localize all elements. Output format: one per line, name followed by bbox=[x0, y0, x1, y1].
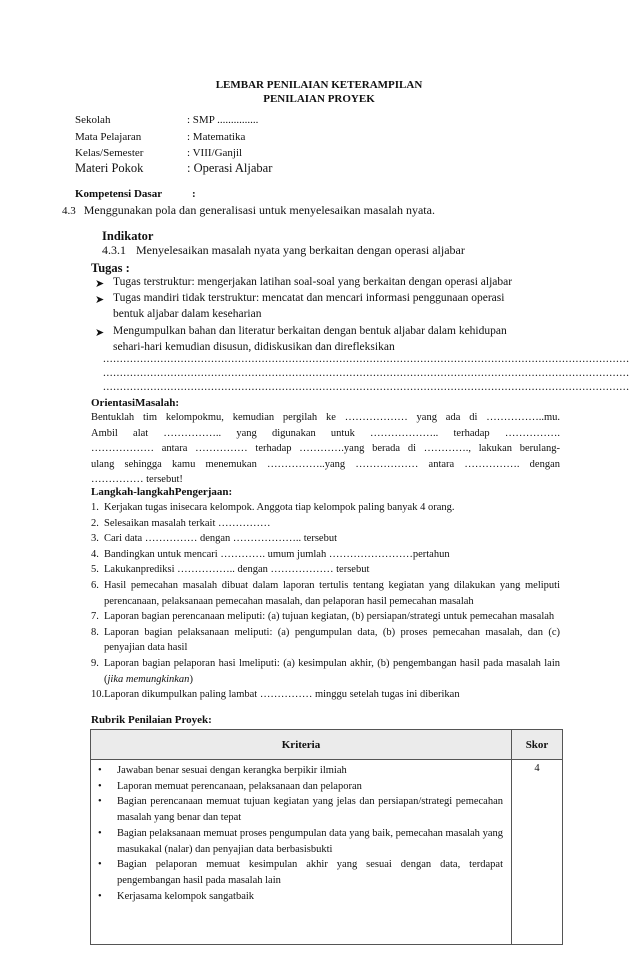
list-item bbox=[91, 625, 560, 656]
bullet-icon: • bbox=[98, 890, 102, 902]
step-number: 6. bbox=[91, 579, 99, 591]
bullet-icon: • bbox=[98, 780, 102, 792]
step-number: 7. bbox=[91, 611, 99, 623]
arrow-bullet-icon: ➤ bbox=[95, 327, 105, 339]
paragraph-line: ulang sehingga kamu menemukan ……………..yang ……………… antara ……………. dengan bbox=[91, 458, 560, 470]
langkah-pengerjaan-heading: Langkah-langkahPengerjaan: bbox=[91, 486, 233, 498]
dotted-line: ............................................................................................................................................................ bbox=[103, 367, 630, 379]
kompetensi-text: Menggunakan pola dan generalisasi untuk menyelesaikan masalah nyata. bbox=[83, 203, 435, 217]
step-text bbox=[104, 656, 560, 687]
step-text: Selesaikan masalah terkait …………… bbox=[104, 517, 271, 529]
step-number: 10. bbox=[91, 689, 105, 701]
bullet-icon: • bbox=[98, 859, 102, 871]
list-item bbox=[91, 656, 560, 687]
criteria-text: Bagian pelaksanaan memuat proses pengumpulan data yang baik, pemecahan masalah yang masukakal (nalar) dan penyajian data berbasisbukti bbox=[117, 827, 503, 855]
info-value: : VIII/Ganjil bbox=[187, 147, 243, 159]
step-text: Lakukanprediksi …………….. dengan ……………… tersebut bbox=[104, 564, 370, 576]
step-text: Laporan bagian perencanaan meliputi: (a) tujuan kegiatan, (b) persiapan/strategi untuk pemecahan masalah bbox=[104, 611, 555, 623]
tugas-item-mengumpulkan-line1: Mengumpulkan bahan dan literatur berkaitan dengan bentuk aljabar dalam kehidupan bbox=[113, 325, 507, 337]
criteria-cell bbox=[91, 760, 512, 945]
document-subtitle: PENILAIAN PROYEK bbox=[263, 93, 375, 105]
rubrik-heading: Rubrik Penilaian Proyek: bbox=[91, 714, 212, 726]
bullet-icon: • bbox=[98, 827, 102, 839]
criteria-text: Jawaban benar sesuai dengan kerangka berpikir ilmiah bbox=[117, 765, 347, 776]
step-number: 5. bbox=[91, 564, 99, 576]
info-label: Kelas/Semester bbox=[75, 147, 144, 159]
indikator-item bbox=[102, 243, 465, 258]
info-value: : Operasi Aljabar bbox=[187, 161, 273, 175]
step-text-part: Laporan bagian pelaporan hasi lmeliputi: (a) kesimpulan akhir, (b) pengembangan hasil pada masalah lain ( bbox=[104, 657, 560, 685]
table-row bbox=[91, 760, 563, 945]
kompetensi-dasar-colon: : bbox=[192, 188, 196, 200]
list-item bbox=[97, 779, 503, 795]
langkah-list bbox=[91, 500, 560, 703]
orientasi-masalah-heading: OrientasiMasalah: bbox=[91, 397, 179, 409]
info-label: Materi Pokok bbox=[75, 161, 144, 175]
info-value: : SMP ............... bbox=[187, 114, 259, 126]
list-item bbox=[97, 794, 503, 825]
step-text: Laporan bagian pelaksanaan meliputi: (a) pengumpulan data, (b) proses pemecahan masalah, dan (c) penyajian data hasil bbox=[104, 626, 560, 654]
indikator-heading: Indikator bbox=[102, 229, 154, 243]
kompetensi-dasar-label: Kompetensi Dasar bbox=[75, 188, 163, 200]
paragraph-line: Bentuklah tim kelompokmu, kemudian pergilah ke ……………… yang ada di ……………..mu. bbox=[91, 412, 560, 423]
table-header-row bbox=[91, 730, 563, 760]
step-number: 4. bbox=[91, 548, 99, 560]
criteria-list bbox=[97, 763, 503, 904]
criteria-text: Bagian perencanaan memuat tujuan kegiatan yang jelas dan persiapan/strategi pemecahan masalah yang benar dan tepat bbox=[117, 796, 503, 824]
paragraph-line: Ambil alat …………….. yang digunakan untuk ……………….. terhadap ……………. bbox=[91, 427, 560, 439]
list-item bbox=[91, 562, 560, 578]
column-header-kriteria: Kriteria bbox=[91, 730, 512, 760]
list-item bbox=[91, 609, 560, 625]
step-text: Bandingkan untuk mencari …………. umum jumlah ……………………pertahun bbox=[104, 548, 450, 560]
list-item bbox=[91, 547, 560, 563]
bullet-icon: • bbox=[98, 796, 102, 808]
step-number: 2. bbox=[91, 517, 99, 529]
kompetensi-number: 4.3 bbox=[62, 205, 76, 217]
tugas-item-mandiri-line1: Tugas mandiri tidak terstruktur: mencatat dan mencari informasi penggunaan operasi bbox=[113, 292, 505, 304]
list-item bbox=[91, 578, 560, 609]
document-title: LEMBAR PENILAIAN KETERAMPILAN bbox=[215, 79, 423, 91]
tugas-item-mengumpulkan-line2: sehari-hari kemudian disusun, didiskusikan dan direfleksikan bbox=[113, 341, 395, 353]
step-text: Hasil pemecahan masalah dibuat dalam laporan tertulis tentang kegiatan yang dilakukan yang meliputi perencanaan, pelaksanaan pemecahan masalah, dan pelaporan hasil pemecahan masalah bbox=[104, 579, 560, 607]
step-number: 3. bbox=[91, 533, 99, 545]
list-item bbox=[91, 500, 560, 516]
step-number: 9. bbox=[91, 657, 99, 669]
arrow-bullet-icon: ➤ bbox=[95, 278, 105, 290]
info-label: Sekolah bbox=[75, 114, 111, 126]
tugas-item-terstruktur: Tugas terstruktur: mengerjakan latihan soal-soal yang berkaitan dengan operasi aljabar bbox=[113, 276, 513, 288]
info-label: Mata Pelajaran bbox=[75, 131, 142, 143]
column-header-skor: Skor bbox=[512, 730, 563, 760]
step-text: Kerjakan tugas inisecara kelompok. Anggota tiap kelompok paling banyak 4 orang. bbox=[104, 502, 455, 513]
info-value: : Matematika bbox=[187, 131, 246, 143]
dotted-line: ............................................................................................................................................................ bbox=[103, 353, 630, 365]
step-number: 1. bbox=[91, 502, 99, 513]
paragraph-line: ……………… antara …………… terhadap ………….yang berada di …………., lakukan berulang- bbox=[91, 443, 560, 455]
kompetensi-dasar-heading bbox=[75, 188, 196, 200]
rubrik-table bbox=[90, 729, 563, 945]
list-item bbox=[91, 516, 560, 532]
step-text: Laporan dikumpulkan paling lambat …………… minggu setelah tugas ini diberikan bbox=[104, 689, 460, 701]
list-item bbox=[91, 687, 560, 703]
list-item bbox=[91, 531, 560, 547]
bullet-icon: • bbox=[98, 765, 102, 776]
indikator-number: 4.3.1 bbox=[102, 243, 126, 257]
kompetensi-dasar-item bbox=[62, 203, 435, 218]
step-number: 8. bbox=[91, 626, 99, 638]
step-text-italic: jika memungkinkan bbox=[107, 673, 190, 685]
list-item bbox=[97, 763, 503, 779]
paragraph-line: …………… tersebut! bbox=[91, 474, 183, 486]
criteria-text: Bagian pelaporan memuat kesimpulan akhir yang sesuai dengan data, terdapat pengembangan hasil pada masalah lain bbox=[117, 859, 503, 886]
dotted-line: ............................................................................................................................................................ bbox=[103, 381, 630, 393]
list-item bbox=[97, 857, 503, 888]
criteria-text: Laporan memuat perencanaan, pelaksanaan dan pelaporan bbox=[117, 780, 362, 792]
step-text: Cari data …………… dengan ……………….. tersebut bbox=[104, 533, 337, 545]
list-item bbox=[97, 889, 503, 905]
tugas-heading: Tugas : bbox=[91, 261, 130, 275]
list-item bbox=[97, 826, 503, 857]
orientasi-masalah-paragraph bbox=[91, 410, 560, 488]
arrow-bullet-icon: ➤ bbox=[95, 294, 105, 306]
tugas-item-mandiri-line2: bentuk aljabar dalam keseharian bbox=[113, 308, 262, 320]
indikator-text: Menyelesaikan masalah nyata yang berkaitan dengan operasi aljabar bbox=[136, 243, 465, 257]
step-text-part: ) bbox=[189, 673, 193, 685]
criteria-text: Kerjasama kelompok sangatbaik bbox=[117, 890, 255, 902]
score-cell: 4 bbox=[512, 760, 563, 945]
